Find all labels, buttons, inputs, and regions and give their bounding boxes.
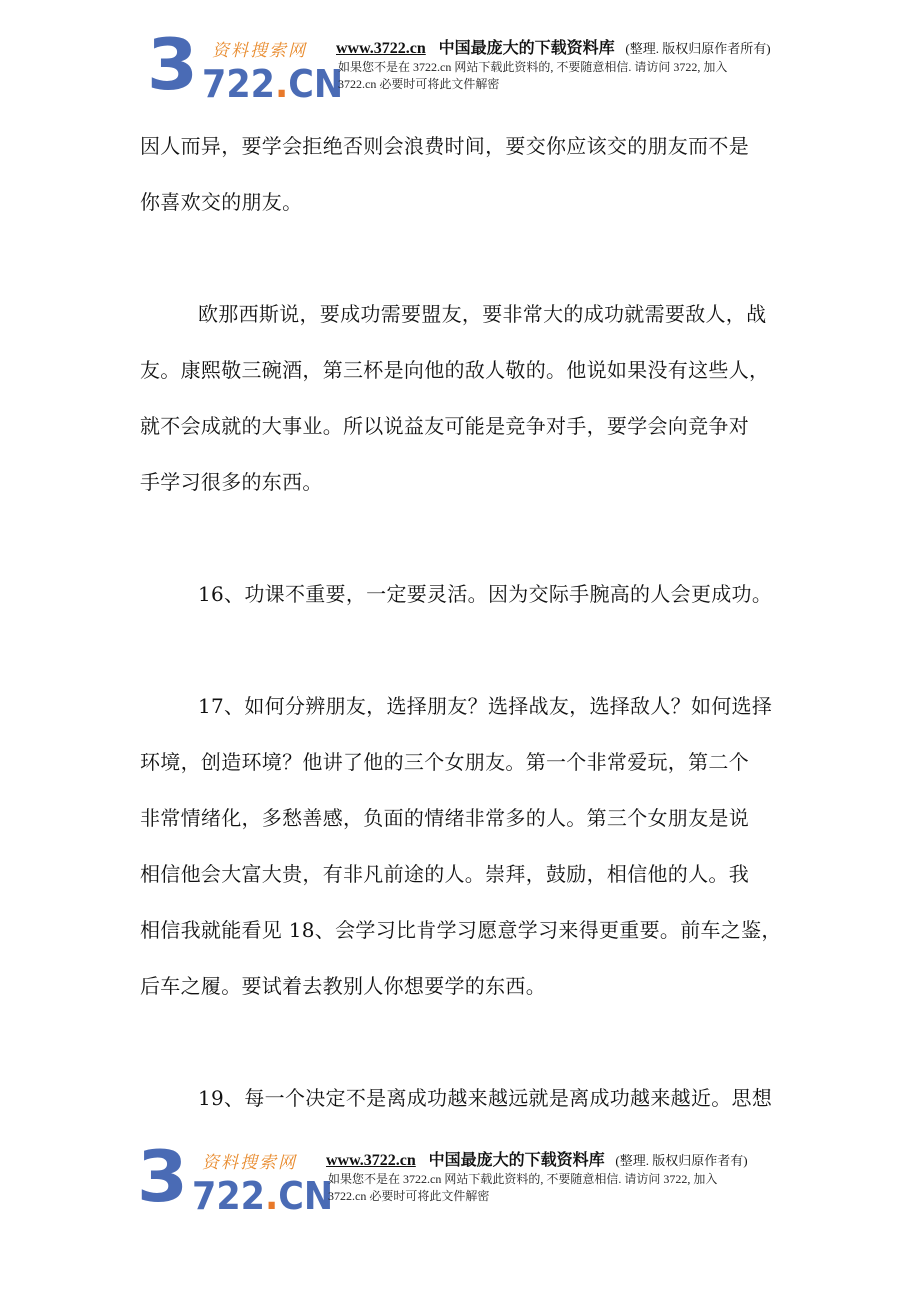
logo-tagline: 资料搜索网	[202, 1153, 297, 1173]
text-line: 你喜欢交的朋友。	[140, 190, 303, 214]
logo-numeral: 3	[136, 1136, 186, 1218]
text-line: 相信他会大富大贵，有非凡前途的人。崇拜，鼓励，相信他的人。我	[140, 862, 749, 886]
logo-domain	[202, 64, 343, 104]
banner-info	[326, 1150, 846, 1205]
text-line: 相信我就能看见 18、会学习比肯学习愿意学习来得更重要。前车之鉴，	[140, 918, 782, 942]
text-line: 欧那西斯说，要成功需要盟友，要非常大的成功就需要敌人，战	[198, 302, 767, 326]
logo-domain-dot: .	[264, 1174, 279, 1218]
paragraph-17	[140, 678, 860, 1014]
site-logo	[136, 1136, 334, 1218]
logo-domain-prefix: 722	[192, 1174, 265, 1218]
text-line: 就不会成就的大事业。所以说益友可能是竞争对手，要学会向竞争对	[140, 414, 749, 438]
text-line: 因人而异，要学会拒绝否则会浪费时间，要交你应该交的朋友而不是	[140, 134, 749, 158]
text-line: 友。康熙敬三碗酒，第三杯是向他的敌人敬的。他说如果没有这些人，	[140, 358, 770, 382]
site-slogan: 中国最庞大的下载资料库	[428, 1150, 605, 1169]
text-line: 16、功课不重要，一定要灵活。因为交际手腕高的人会更成功。	[198, 582, 773, 606]
notice-line-1: 如果您不是在 3722.cn 网站下载此资料的, 不要随意相信. 请访问 3722, 加入	[338, 60, 728, 74]
footer-banner	[136, 1136, 838, 1218]
document-body	[140, 118, 860, 1126]
text-line: 环境，创造环境？他讲了他的三个女朋友。第一个非常爱玩，第二个	[140, 750, 749, 774]
logo-numeral: 3	[146, 24, 196, 106]
paragraph-16	[140, 566, 860, 622]
text-line: 19、每一个决定不是离成功越来越远就是离成功越来越近。思想	[198, 1086, 773, 1110]
banner-title-line	[336, 38, 856, 59]
logo-domain-suffix: CN	[288, 62, 344, 106]
logo-domain-suffix: CN	[278, 1174, 334, 1218]
copyright-note: (整理. 版权归原作者有)	[615, 1153, 748, 1168]
logo-domain-dot: .	[274, 62, 289, 106]
text-line: 后车之履。要试着去教别人你想要学的东西。	[140, 974, 546, 998]
banner-title-line	[326, 1150, 846, 1171]
notice-line-2: 3722.cn 必要时可将此文件解密	[328, 1189, 490, 1203]
site-url-link[interactable]: www.3722.cn	[326, 1152, 416, 1169]
copyright-note: (整理. 版权归原作者所有)	[625, 41, 771, 56]
text-line: 手学习很多的东西。	[140, 470, 323, 494]
logo-tagline: 资料搜索网	[212, 41, 307, 61]
site-slogan: 中国最庞大的下载资料库	[438, 38, 615, 57]
notice-line-1: 如果您不是在 3722.cn 网站下载此资料的, 不要随意相信. 请访问 3722, 加入	[328, 1172, 718, 1186]
paragraph-19	[140, 1070, 860, 1126]
site-url-link[interactable]: www.3722.cn	[336, 40, 426, 57]
text-line: 17、如何分辨朋友，选择朋友？选择战友，选择敌人？如何选择	[198, 694, 773, 718]
logo-domain-prefix: 722	[202, 62, 275, 106]
banner-info	[336, 38, 856, 93]
logo-domain	[192, 1176, 333, 1216]
paragraph-1	[140, 118, 860, 230]
paragraph-2	[140, 286, 860, 510]
header-banner	[146, 24, 848, 106]
notice-line-2: 3722.cn 必要时可将此文件解密	[338, 77, 500, 91]
site-logo	[146, 24, 344, 106]
text-line: 非常情绪化，多愁善感，负面的情绪非常多的人。第三个女朋友是说	[140, 806, 749, 830]
